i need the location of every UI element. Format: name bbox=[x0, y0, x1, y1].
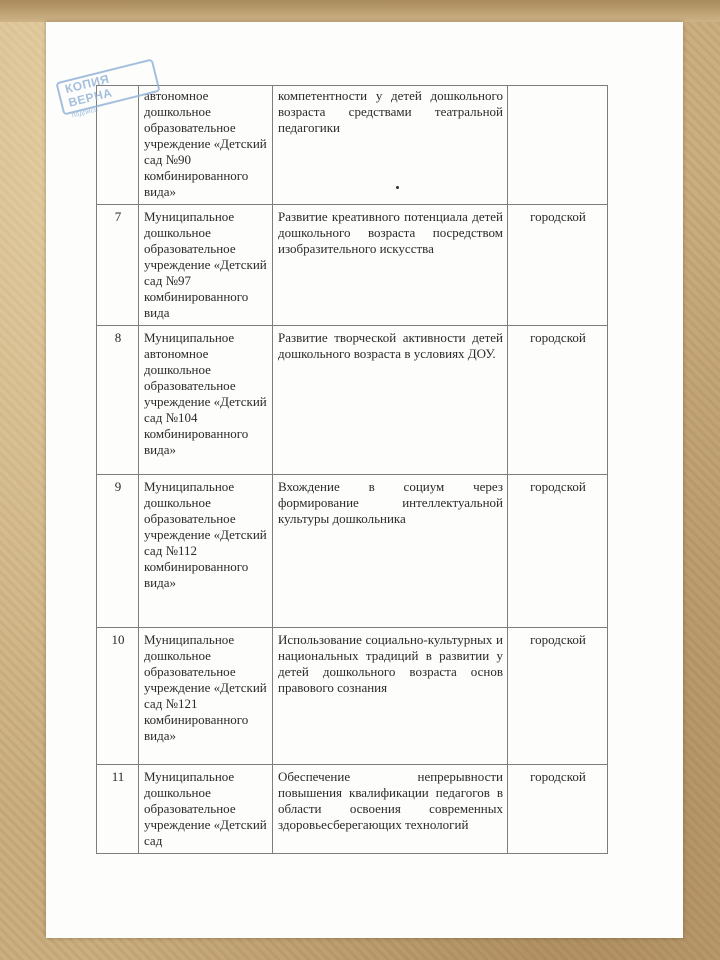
table-row bbox=[97, 326, 608, 475]
row-number: 7 bbox=[97, 205, 139, 326]
row-number: 11 bbox=[97, 765, 139, 854]
institution-name: Муниципальное дошкольное образовательное учреждение «Детский сад bbox=[139, 765, 273, 854]
table-row bbox=[97, 628, 608, 765]
institution-name: Муниципальное дошкольное образовательное учреждение «Детский сад №112 комбинированного вида» bbox=[139, 475, 273, 628]
project-topic: Обеспечение непрерывности повышения квалификации педагогов в области освоения современных здоровьесберегающих технологий bbox=[273, 765, 508, 854]
level: городской bbox=[508, 326, 608, 475]
institution-name: Муниципальное дошкольное образовательное учреждение «Детский сад №121 комбинированного вида» bbox=[139, 628, 273, 765]
level: городской bbox=[508, 475, 608, 628]
table-row bbox=[97, 86, 608, 205]
level: городской bbox=[508, 765, 608, 854]
stamp-subtext: подпись bbox=[71, 106, 99, 120]
table-row bbox=[97, 475, 608, 628]
row-number: 10 bbox=[97, 628, 139, 765]
row-number: 9 bbox=[97, 475, 139, 628]
project-topic: Развитие творческой активности детей дошкольного возраста в условиях ДОУ. bbox=[273, 326, 508, 475]
background-banner bbox=[0, 0, 720, 22]
table-row bbox=[97, 205, 608, 326]
project-topic: Развитие креативного потенциала детей дошкольного возраста посредством изобразительного искусства bbox=[273, 205, 508, 326]
institution-name: Муниципальное автономное дошкольное образовательное учреждение «Детский сад №104 комбинированного вида» bbox=[139, 326, 273, 475]
stamp-text: КОПИЯ ВЕРНА bbox=[63, 71, 114, 110]
level bbox=[508, 86, 608, 205]
project-topic: Использование социально-культурных и национальных традиций в развитии у детей дошкольного возраста основ правового сознания bbox=[273, 628, 508, 765]
institutions-table bbox=[96, 85, 608, 854]
institution-name: Муниципальное дошкольное образовательное учреждение «Детский сад №97 комбинированного вида bbox=[139, 205, 273, 326]
project-topic: Вхождение в социум через формирование интеллектуальной культуры дошкольника bbox=[273, 475, 508, 628]
institution-name: автономное дошкольное образовательное учреждение «Детский сад №90 комбинированного вида» bbox=[139, 86, 273, 205]
table-row bbox=[97, 765, 608, 854]
row-number: 8 bbox=[97, 326, 139, 475]
level: городской bbox=[508, 205, 608, 326]
scan-speck bbox=[396, 186, 399, 189]
project-topic: компетентности у детей дошкольного возраста средствами театральной педагогики bbox=[273, 86, 508, 205]
level: городской bbox=[508, 628, 608, 765]
